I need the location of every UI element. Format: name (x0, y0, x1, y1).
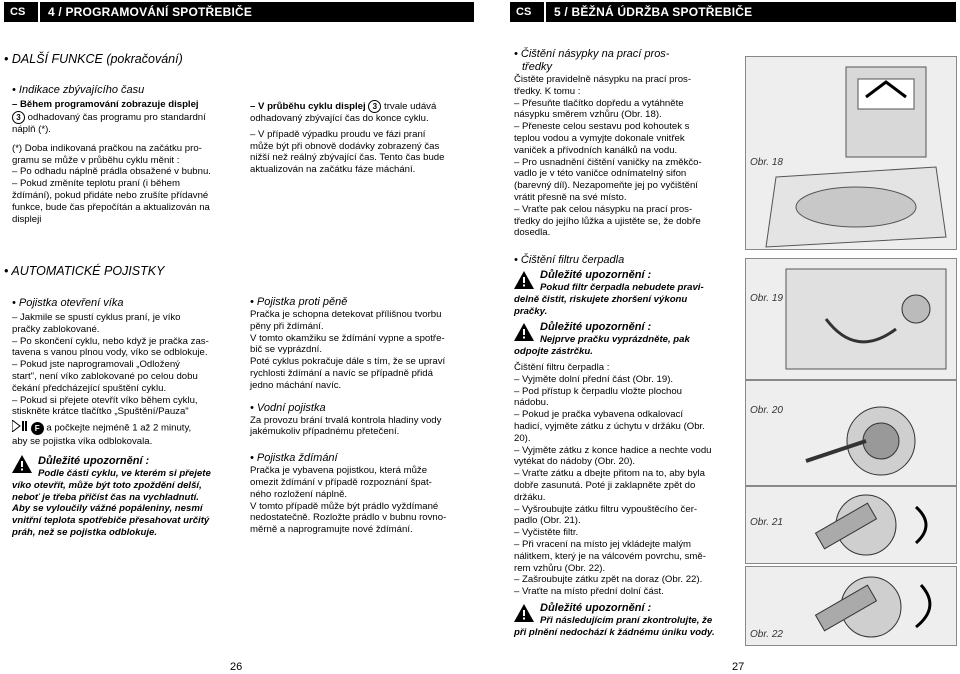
text-line: V tomto okamžiku se ždímání vypne a spotře- (250, 332, 445, 344)
button-label-f: F (31, 422, 44, 435)
warning-line: Pokud filtr čerpadla nebudete pravi- (540, 282, 704, 293)
figure-label: Obr. 22 (750, 629, 783, 640)
text-line: jakémukoliv případnému přetečení. (250, 426, 400, 438)
filter-block (514, 254, 724, 639)
warning-line: neboť je třeba přičíst čas na vychladnutí. (12, 491, 199, 503)
text-line: – Pokud je pračka vybavena odkalovací (514, 409, 684, 421)
text-line: – Během programování zobrazuje displej (12, 99, 199, 110)
warning-box (12, 455, 227, 539)
warning-title: Důležité upozornění : (540, 321, 652, 334)
note-line: – Po odhadu náplně prádla obsažené v bubnu. (12, 166, 211, 178)
spin-lock-heading: • Pojistka ždímání (250, 452, 338, 465)
auto-block (12, 297, 227, 448)
text-line: Čištění filtru čerpadla : (514, 361, 610, 373)
text-line: ného rozložení náplně. (250, 488, 348, 500)
text-line: držáku. (514, 491, 546, 503)
warning-line: delně čistit, riskujete zhoršení výkonu (514, 293, 688, 305)
warning-icon (514, 604, 534, 622)
warning-line: pračky. (514, 305, 548, 317)
text-line: – Vyjměte dolní přední část (Obr. 19). (514, 373, 674, 385)
dalsi-heading: • DALŠÍ FUNKCE (pokračování) (4, 52, 183, 66)
text-line: – Vraťte zátku a dbejte přitom na to, aby byla (514, 468, 705, 480)
text-line: – Pro usnadnění čištění vaničky na změkčo- (514, 156, 702, 168)
remaining-time-heading: • Indikace zbývajícího času (12, 84, 145, 96)
figure-20 (745, 380, 957, 486)
warning-box (514, 602, 724, 639)
page-number-right: 27 (732, 661, 745, 673)
warning-icon (514, 323, 534, 341)
text-line: nádobu. (514, 397, 549, 409)
text-line: odhadovaný čas programu pro standardní (27, 112, 206, 124)
text-line: omezit ždímání v případě rozpoznání špat- (250, 476, 432, 488)
text-line: start", není víko zablokované po celou dobu (12, 370, 198, 382)
text-line: dosedla. (514, 227, 551, 239)
note-line: (*) Doba indikovaná pračkou na začátku pro- (12, 142, 202, 154)
dispenser-heading: • Čištění násypky na prací pros- (514, 48, 670, 60)
text-line: – Při vracení na místo jej vkládejte malým (514, 538, 692, 550)
text-line: vadlo je v této vaničce odnímatelný sifon (514, 168, 687, 180)
right-header (510, 2, 956, 22)
text-line: – V průběhu cyklu displej (250, 101, 366, 113)
mid-top-block (250, 100, 465, 176)
lang-badge: CS (510, 2, 546, 22)
text-line: jedno máchání navíc. (250, 379, 342, 391)
text-line: nedostatečně. Rozložte prádlo v bubnu rovno- (250, 512, 447, 524)
dalsi-block (12, 84, 227, 111)
text-line: padlo (Obr. 21). (514, 515, 581, 527)
text-line: může být při obnově dodávky zobrazený čas (250, 140, 440, 152)
text-line: nižší než reálný zbývající čas. Tento čas bude (250, 152, 445, 164)
warning-title: Důležité upozornění : (540, 269, 652, 281)
text-line: – Pod přístup k čerpadlu vložte plochou (514, 385, 682, 397)
warning-icon (12, 455, 32, 473)
text-line: – Pokud si přejete otevřít víko během cyklu, (12, 394, 198, 406)
front-panel-illustration (746, 259, 956, 379)
text-line: – Pokud změníte teplotu praní (i během (12, 178, 180, 190)
lid-lock-heading: • Pojistka otevření víka (12, 297, 124, 309)
warning-line: Při následujícím praní zkontrolujte, že (540, 614, 713, 626)
display-number: 3 (12, 111, 25, 124)
text-line: tavena s vanou plnou vody, víko se odblokuje. (12, 347, 208, 359)
warning-box (514, 321, 724, 358)
text-line: nálitkem, který je na válcovém povrchu, smě- (514, 550, 706, 562)
text-line: – Vyčistěte filtr. (514, 527, 579, 539)
left-header (4, 2, 474, 22)
text-line: teplou vodou a vymyjte dokonale vnitřek (514, 132, 685, 144)
text-line: Poté cyklus pokračuje dále s tím, že se upraví (250, 356, 446, 368)
text-line: – Vraťte pak celou násypku na prací pros- (514, 203, 693, 215)
drain-hose-illustration (746, 381, 956, 485)
warning-line: Podle části cyklu, ve kterém si přejete (38, 468, 211, 479)
figure-22 (745, 566, 957, 646)
text-line: násypku směrem vzhůru (Obr. 18). (514, 109, 662, 121)
text-line: vytékat do nádoby (Obr. 20). (514, 456, 636, 468)
text-line: Čistěte pravidelně násypku na prací pros- (514, 74, 692, 85)
text-line: pračky zablokované. (12, 323, 100, 335)
warning-line: víko otevřít, může být toto zpoždění delší, (12, 479, 202, 491)
text-line: vrátit přesně na své místo. (514, 191, 627, 203)
warning-line: odpojte zástrčku. (514, 346, 593, 358)
text-line: – Zašroubujte zátku zpět na doraz (Obr. 22). (514, 574, 703, 586)
warning-line: Aby se vyloučily vážné popáleniny, nesmí (12, 503, 203, 515)
text-line: tředky. K tomu : (514, 85, 581, 97)
text-line: čekání předcházející spuštění cyklu. (12, 382, 167, 394)
text-line: Pračka je vybavena pojistkou, která může (250, 465, 428, 477)
dispenser-block (514, 48, 724, 239)
warning-box (514, 269, 724, 317)
warning-title: Důležité upozornění : (38, 455, 150, 467)
text-line: – Jakmile se spustí cyklus praní, je víko (12, 312, 181, 323)
figure-label: Obr. 21 (750, 517, 783, 528)
dispenser-illustration (746, 57, 956, 249)
warning-icon (514, 271, 534, 289)
water-lock-heading: • Vodní pojistka (250, 401, 326, 414)
text-line: aby se pojistka víka odblokovala. (12, 435, 153, 447)
text-line: tředky do jejího lůžka a ujistěte se, že dobře (514, 215, 701, 227)
text-line: bič se vyprázdní. (250, 344, 322, 356)
text-line: pěny při ždímání. (250, 320, 324, 332)
figure-label: Obr. 20 (750, 405, 783, 416)
text-line: dobře zasunutá. Poté ji zaklapněte zpět do (514, 479, 696, 491)
figure-label: Obr. 19 (750, 293, 783, 304)
text-line: – Po skončení cyklu, nebo když je pračka zas- (12, 335, 209, 347)
dalsi-text (12, 111, 227, 225)
text-line: – Přesuňte tlačítko dopředu a vytáhněte (514, 97, 684, 109)
text-line: – Pokud jste naprogramovali „Odložený (12, 359, 180, 371)
text-line: funkce, bude čas přepočítán a aktualizován na (12, 201, 210, 213)
note-line: gramu se může v průběhu cyklu měnit : (12, 154, 180, 166)
text-line: vaniček a přívodních kanálků na vodu. (514, 144, 678, 156)
text-line: a počkejte nejméně 1 až 2 minuty, (46, 422, 192, 434)
warning-title: Důležité upozornění : (540, 601, 652, 614)
text-line: aktualizován na začátku fáze máchání. (250, 164, 416, 176)
dispenser-heading-2: tředky (522, 61, 552, 73)
auto-heading: • AUTOMATICKÉ POJISTKY (4, 264, 165, 278)
display-number: 3 (368, 100, 381, 113)
text-line: hadicí, vyjměte zátku z úchytu v držáku (Obr. (514, 420, 705, 432)
figure-19 (745, 258, 957, 380)
text-line: V tomto případě může být prádlo vyždímané (250, 500, 439, 512)
text-line: stiskněte krátce tlačítko „Spuštění/Pauza" (12, 406, 189, 418)
text-line: trvale udává (384, 101, 437, 113)
text-line: – Vyšroubujte zátku filtru vypouštěcího čer- (514, 503, 698, 515)
text-line: Pračka je schopna detekovat přílišnou tvorbu (250, 309, 442, 320)
text-line: – Přeneste celou sestavu pod kohoutek s (514, 121, 690, 133)
mid-bottom-block (250, 296, 465, 536)
text-line: – Vraťte na místo přední dolní část. (514, 586, 664, 598)
page-number-left: 26 (230, 661, 243, 673)
warning-line: při plnění nedochází k žádnému úniku vody. (514, 626, 715, 638)
text-line: odhadovaný zbývající čas do konce cyklu. (250, 113, 429, 124)
filter-heading: • Čištění filtru čerpadla (514, 254, 625, 266)
section-title: 4 / PROGRAMOVÁNÍ SPOTŘEBIČE (48, 5, 253, 19)
text-line: (barevný díl). Nezapomeňte jej po vyčištění (514, 180, 698, 192)
text-line: náplň (*). (12, 124, 51, 135)
text-line: 20). (514, 432, 531, 444)
text-line: ždímání), pokud přidáte nebo zrušíte přídavné (12, 189, 209, 201)
warning-line: vnitřní teplota spotřebiče přesahovat určitý (12, 515, 210, 527)
warning-line: Nejprve pračku vyprázdněte, pak (540, 334, 690, 346)
foam-lock-heading: • Pojistka proti pěně (250, 296, 348, 308)
lang-badge: CS (4, 2, 40, 22)
figure-label: Obr. 18 (750, 157, 783, 168)
text-line: – V případě výpadku proudu ve fázi praní (250, 128, 426, 140)
warning-line: práh, než se pojistka odblokuje. (12, 526, 158, 538)
text-line: rychlosti ždímání a navíc se případně přidá (250, 367, 433, 379)
text-line: rem vzhůru (Obr. 22). (514, 562, 606, 574)
section-title: 5 / BĚŽNÁ ÚDRŽBA SPOTŘEBIČE (554, 5, 753, 19)
text-line: displeji (12, 213, 42, 225)
text-line: – Vyjměte zátku z konce hadice a nechte vodu (514, 444, 712, 456)
text-line: měrně a naprogramujte nové ždímání. (250, 524, 413, 536)
figure-18 (745, 56, 957, 250)
start-pause-icon (12, 420, 28, 436)
text-line: Za provozu brání trvalá kontrola hladiny vody (250, 414, 442, 426)
figure-21 (745, 486, 957, 564)
